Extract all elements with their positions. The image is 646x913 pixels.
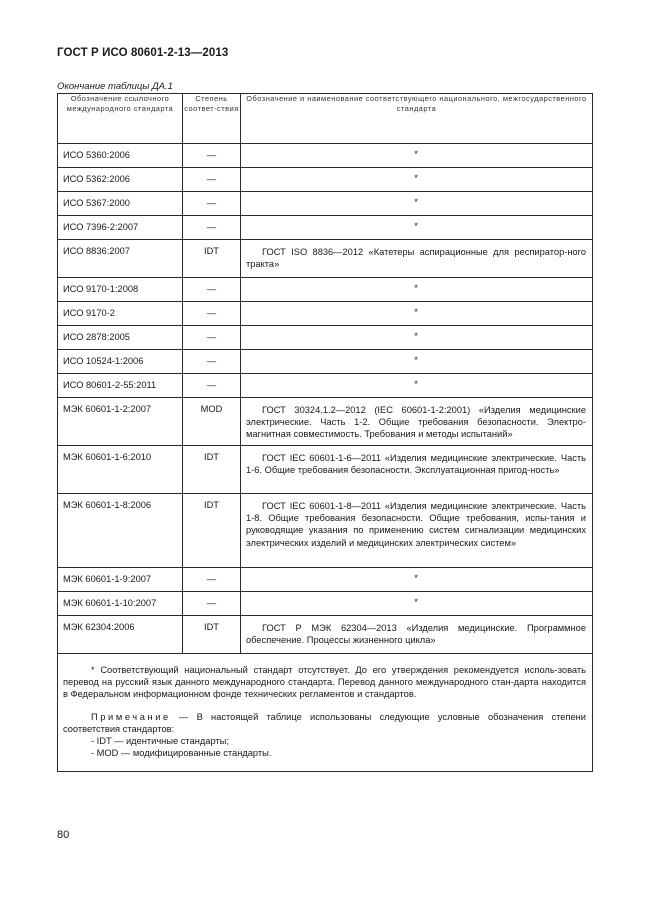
degree-cell: — [183,144,241,168]
reference-standard-cell: ИСО 7396-2:2007 [58,216,183,240]
table-row [58,192,593,216]
degree-cell: — [183,302,241,326]
national-standard-cell [241,216,593,240]
national-standard-cell [241,374,593,398]
national-standard-cell [241,568,593,592]
column-header-national: Обозначение и наименование соответствующего национального, межгосударственного стандарта [241,94,593,144]
national-standard-cell [241,192,593,216]
reference-standard-cell: МЭК 62304:2006 [58,616,183,654]
table-caption: Окончание таблицы ДА.1 [57,81,173,92]
national-standard-cell [241,326,593,350]
column-header-reference: Обозначение ссылочного международного стандарта [58,94,183,144]
table-header-row [58,94,593,144]
reference-standard-cell: ИСО 2878:2005 [58,326,183,350]
national-standard-text: * [414,307,418,317]
degree-cell: — [183,216,241,240]
document-header: ГОСТ Р ИСО 80601-2-13—2013 [57,47,229,59]
national-standard-text: * [414,149,418,159]
table-row [58,616,593,654]
national-standard-text: * [414,221,418,231]
degree-cell: MOD [183,398,241,446]
national-standard-cell [241,446,593,494]
page-number: 80 [57,829,70,841]
table-row [58,568,593,592]
reference-standard-cell: ИСО 5362:2006 [58,168,183,192]
national-standard-text: ГОСТ Р МЭК 62304—2013 «Изделия медицинские. Программное обеспечение. Процессы жизненного цикла» [246,623,586,646]
reference-standard-cell: ИСО 9170-2 [58,302,183,326]
reference-standard-cell: ИСО 5360:2006 [58,144,183,168]
table-row [58,350,593,374]
reference-standard-cell: МЭК 60601-1-9:2007 [58,568,183,592]
footnote-cell [58,654,593,772]
reference-standard-cell: ИСО 9170-1:2008 [58,278,183,302]
national-standard-cell [241,398,593,446]
degree-cell: IDT [183,616,241,654]
national-standard-cell [241,592,593,616]
table-row [58,144,593,168]
reference-standard-cell: МЭК 60601-1-8:2006 [58,494,183,568]
degree-cell: — [183,568,241,592]
national-standard-text: ГОСТ 30324.1.2—2012 (IEC 60601-1-2:2001) «Изделия медицинские электрические. Часть 1-2. Общие требования безопасности. Электро-магнитная совместимость. Требования и методы испытаний» [246,405,586,440]
note-text: — В настоящей таблице использованы следующие условные обозначения степени соответствия стандартов: [63,712,586,734]
reference-standard-cell: ИСО 8836:2007 [58,240,183,278]
national-standard-cell [241,144,593,168]
national-standard-cell [241,494,593,568]
reference-standard-cell: ИСО 5367:2000 [58,192,183,216]
column-header-degree: Степень соответ-ствия [183,94,241,144]
national-standard-cell [241,240,593,278]
table-row [58,168,593,192]
national-standard-cell [241,168,593,192]
degree-cell: IDT [183,446,241,494]
national-standard-text: * [414,573,418,583]
degree-cell: — [183,592,241,616]
table-row [58,326,593,350]
national-standard-cell [241,278,593,302]
note-item-mod: - MOD — модифицированные стандарты. [91,748,272,758]
table-row [58,278,593,302]
table-row [58,494,593,568]
national-standard-text: ГОСТ ISO 8836—2012 «Катетеры аспирационные для респиратор-ного тракта» [246,247,586,270]
star-footnote: * Соответствующий национальный стандарт отсутствует. До его утверждения рекомендуется исполь-зовать перевод на русский язык данного международного стандарта. Перевод данного международного стан-дарта находится в Федеральном информационном фонде технических регламентов и стандартов. [63,665,586,699]
national-standard-cell [241,302,593,326]
national-standard-text: * [414,331,418,341]
reference-standard-cell: МЭК 60601-1-2:2007 [58,398,183,446]
degree-cell: — [183,350,241,374]
national-standard-cell [241,350,593,374]
reference-standard-cell: ИСО 10524-1:2006 [58,350,183,374]
national-standard-text: * [414,173,418,183]
national-standard-cell [241,616,593,654]
note-paragraph [63,711,586,735]
table-row [58,302,593,326]
table-row [58,240,593,278]
reference-standard-cell: МЭК 60601-1-10:2007 [58,592,183,616]
table-row [58,592,593,616]
national-standard-text: * [414,355,418,365]
degree-cell: — [183,326,241,350]
national-standard-text: * [414,379,418,389]
national-standard-text: ГОСТ IEC 60601-1-8—2011 «Изделия медицинские электрические. Часть 1-8. Общие требования безопасности. Общие требования, испы-тания и руководящие указания по применению систем сигнализации медицинских электрических изделий и медицинских электрических систем» [246,501,586,548]
degree-cell: IDT [183,240,241,278]
degree-cell: — [183,374,241,398]
footnote-row [58,654,593,772]
table-row [58,398,593,446]
degree-cell: — [183,192,241,216]
reference-standard-cell: ИСО 80601-2-55:2011 [58,374,183,398]
degree-cell: IDT [183,494,241,568]
note-item-idt: - IDT — идентичные стандарты; [91,736,229,746]
note-label: Примечание [91,712,171,722]
national-standard-text: * [414,597,418,607]
table-row [58,446,593,494]
standards-table [57,93,593,772]
degree-cell: — [183,278,241,302]
national-standard-text: ГОСТ IEC 60601-1-6—2011 «Изделия медицинские электрические. Часть 1-6. Общие требования безопасности. Эксплуатационная пригод-ность» [246,453,586,476]
table-row [58,374,593,398]
table-row [58,216,593,240]
national-standard-text: * [414,283,418,293]
degree-cell: — [183,168,241,192]
national-standard-text: * [414,197,418,207]
reference-standard-cell: МЭК 60601-1-6:2010 [58,446,183,494]
